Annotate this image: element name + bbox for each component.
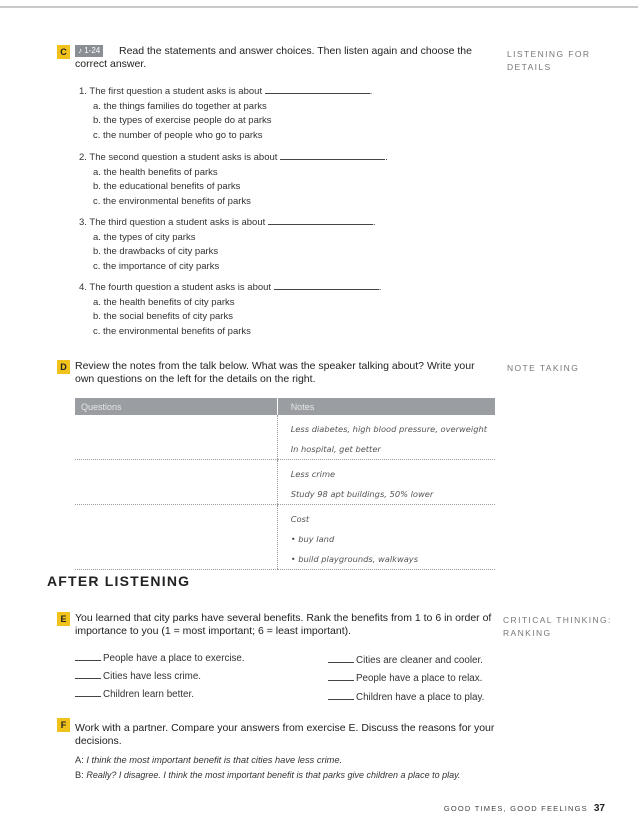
skill-label-line-1: LISTENING FOR bbox=[507, 49, 591, 59]
exercise-e-badge: E bbox=[57, 612, 70, 626]
question-4: 4. The fourth question a student asks is about . a. the health benefits of city parks b. the social benefits of city parks c. the environmental benefits of parks bbox=[79, 280, 381, 339]
exercise-c-badge: C bbox=[57, 45, 70, 59]
exercise-d-instruction: Review the notes from the talk below. What was the speaker talking about? Write your own questions on the left for the details on the right. bbox=[75, 360, 475, 385]
question-1: 1. The first question a student asks is about . a. the things families do together at parks b. the types of exercise people do at parks c. the number of people who go to parks bbox=[79, 84, 372, 143]
question-number: 4. bbox=[79, 282, 87, 293]
option-c: c. the environmental benefits of parks bbox=[93, 195, 251, 207]
page-footer bbox=[444, 803, 605, 814]
question-number: 1. bbox=[79, 86, 87, 97]
dialogue-line bbox=[75, 752, 342, 768]
question-cell[interactable] bbox=[75, 505, 277, 570]
headphones-icon: ♪ bbox=[78, 46, 82, 55]
note-line: Study 98 apt buildings, 50% lower bbox=[290, 489, 434, 499]
answer-blank[interactable] bbox=[274, 280, 379, 290]
question-stem: The second question a student asks is about bbox=[89, 152, 278, 163]
speaker-label: A: bbox=[75, 755, 84, 765]
question-stem: The fourth question a student asks is about bbox=[89, 282, 272, 293]
rank-item: Children learn better. bbox=[75, 687, 194, 700]
skill-label-d: NOTE TAKING bbox=[507, 363, 580, 373]
table-row bbox=[75, 505, 495, 570]
option-c: c. the importance of city parks bbox=[93, 260, 220, 272]
rank-item: Cities are cleaner and cooler. bbox=[328, 653, 483, 666]
question-2: 2. The second question a student asks is about . a. the health benefits of parks b. the educational benefits of parks c. the environmental benefits of parks bbox=[79, 150, 388, 209]
rank-item: People have a place to exercise. bbox=[75, 651, 245, 664]
option-b: b. the types of exercise people do at parks bbox=[93, 115, 272, 126]
skill-label-line-1: CRITICAL THINKING: bbox=[503, 615, 612, 625]
question-number: 2. bbox=[79, 152, 87, 163]
skill-label-line-2: RANKING bbox=[503, 628, 552, 638]
note-line: Cost bbox=[290, 514, 310, 524]
question-cell[interactable] bbox=[75, 415, 277, 460]
notes-column-header: Notes bbox=[277, 398, 495, 415]
exercise-f-badge: F bbox=[57, 718, 70, 732]
option-b: b. the social benefits of city parks bbox=[93, 311, 233, 322]
running-title: GOOD TIMES, GOOD FEELINGS bbox=[443, 804, 588, 813]
note-line: • build playgrounds, walkways bbox=[290, 554, 419, 564]
answer-blank[interactable] bbox=[265, 84, 370, 94]
audio-track-number: 1-24 bbox=[84, 46, 101, 55]
questions-column-header: Questions bbox=[75, 398, 277, 415]
dialogue-text: I think the most important benefit is that cities have less crime. bbox=[86, 755, 343, 765]
question-stem: The third question a student asks is about bbox=[89, 217, 266, 228]
option-a: a. the types of city parks bbox=[93, 231, 196, 243]
rank-blank[interactable] bbox=[75, 669, 101, 679]
notes-cell bbox=[277, 505, 495, 570]
rank-item: Cities have less crime. bbox=[75, 669, 201, 682]
rank-item: Children have a place to play. bbox=[328, 690, 484, 703]
answer-blank[interactable] bbox=[280, 150, 385, 160]
question-number: 3. bbox=[79, 217, 87, 228]
note-line: Less crime bbox=[290, 469, 336, 479]
rank-blank[interactable] bbox=[75, 651, 101, 661]
question-stem: The first question a student asks is about bbox=[89, 86, 263, 97]
rank-item: People have a place to relax. bbox=[328, 671, 482, 684]
skill-label-line-2: DETAILS bbox=[507, 62, 552, 72]
exercise-f-instruction: Work with a partner. Compare your answers from exercise E. Discuss the reasons for your decisions. bbox=[75, 722, 495, 747]
option-b: b. the educational benefits of parks bbox=[93, 181, 241, 192]
option-a: a. the health benefits of city parks bbox=[93, 296, 235, 308]
option-c: c. the number of people who go to parks bbox=[93, 129, 263, 141]
note-line: Less diabetes, high blood pressure, overweight bbox=[290, 424, 487, 434]
notes-table bbox=[75, 398, 495, 570]
page-number: 37 bbox=[593, 803, 605, 814]
table-row bbox=[75, 415, 495, 460]
table-row bbox=[75, 460, 495, 505]
note-line: • buy land bbox=[290, 534, 335, 544]
exercise-e-instruction: You learned that city parks have several benefits. Rank the benefits from 1 to 6 in order of importance to you (1 = most important; 6 = least important). bbox=[75, 612, 492, 637]
rank-blank[interactable] bbox=[328, 671, 354, 681]
rank-blank[interactable] bbox=[75, 687, 101, 697]
rank-blank[interactable] bbox=[328, 690, 354, 700]
notes-cell bbox=[277, 460, 495, 505]
question-cell[interactable] bbox=[75, 460, 277, 505]
option-a: a. the health benefits of parks bbox=[93, 166, 218, 178]
dialogue-text: Really? I disagree. I think the most important benefit is that parks give children a place to play. bbox=[86, 770, 461, 780]
dialogue-line bbox=[75, 767, 460, 783]
answer-blank[interactable] bbox=[268, 215, 373, 225]
option-a: a. the things families do together at parks bbox=[93, 100, 267, 112]
skill-label-e bbox=[503, 614, 612, 640]
top-rule bbox=[0, 6, 638, 8]
section-title-after-listening: AFTER LISTENING bbox=[47, 573, 191, 589]
exercise-d-badge: D bbox=[57, 360, 70, 374]
notes-cell bbox=[277, 415, 495, 460]
question-3: 3. The third question a student asks is about . a. the types of city parks b. the drawbacks of city parks c. the importance of city parks bbox=[79, 215, 376, 274]
skill-label-c bbox=[507, 48, 590, 74]
option-b: b. the drawbacks of city parks bbox=[93, 246, 219, 257]
note-line: In hospital, get better bbox=[290, 444, 381, 454]
rank-blank[interactable] bbox=[328, 653, 354, 663]
option-c: c. the environmental benefits of parks bbox=[93, 325, 251, 337]
speaker-label: B: bbox=[75, 770, 84, 780]
exercise-c-instruction: Read the statements and answer choices. Then listen again and choose the correct answer. bbox=[75, 45, 472, 70]
